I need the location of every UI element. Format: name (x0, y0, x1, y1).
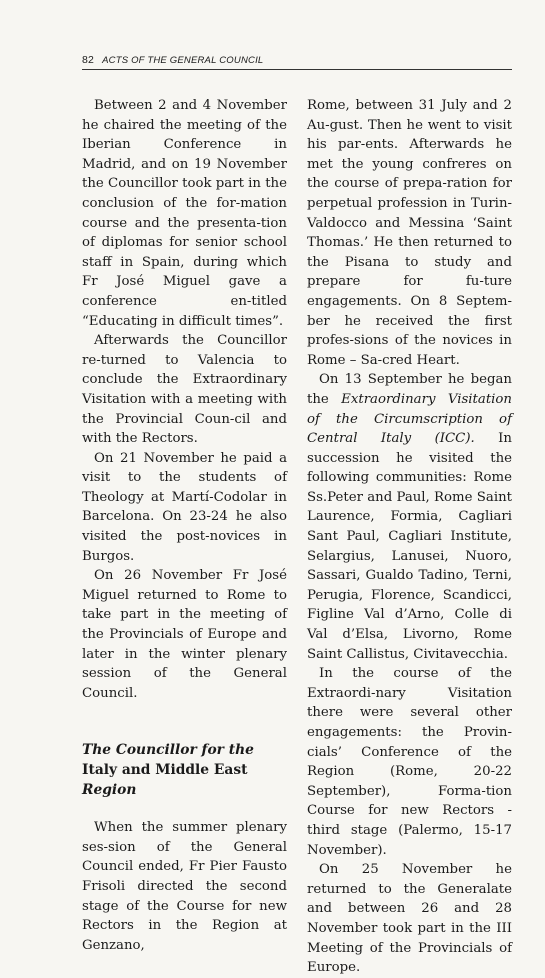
paragraph: On 26 November Fr José Miguel returned to Rome to take part in the meeting of the Provincials of Europe and later in the winter plenary session of the General Council. (82, 568, 287, 701)
paragraph: When the summer plenary ses-sion of the General Council ended, Fr Pier Fausto Frisoli directed the second stage of the Course for new Rectors in the Region at Genzano, (82, 820, 287, 953)
paragraph: Between 2 and 4 November he chaired the meeting of the Iberian Conference in Madrid, and on 19 November the Councillor took part in the conclusion of the for-mation course and the presenta-tion of diplomas for senior school staff in Spain, during which Fr José Miguel gave a conference en-titled “Educating in difficult times”. (82, 98, 287, 329)
paragraph: Rome, between 31 July and 2 Au-gust. Then he went to visit his par-ents. Afterwards he met the young confreres on the course of prepa-ration for perpetual profession in Turin-Valdocco and Messina ‘Saint Thomas.’ He then returned to the Pisana to study and prepare for fu-ture engagements. On 8 Septem-ber he received the first profes-sions of the novices in Rome – Sa-cred Heart. (307, 98, 512, 368)
paragraph-italic: Extraordinary Visitation of the Circumscription of Central Italy (ICC). (307, 391, 512, 447)
section-heading-line2-italic: Region (82, 781, 137, 798)
paragraph (307, 370, 512, 664)
running-title: ACTS OF THE GENERAL COUNCIL (102, 55, 264, 66)
page-number: 82 (82, 54, 95, 66)
paragraph: On 25 November he returned to the Generalate and between 26 and 28 November took part in the III Meeting of the Provincials of Europe. (307, 862, 512, 976)
right-column (307, 96, 512, 978)
section-heading-line2 (82, 761, 287, 800)
section-heading-line2-text: Italy and Middle East (82, 762, 248, 778)
left-column (82, 96, 287, 955)
running-header (82, 54, 512, 70)
paragraph-text: In succession he visited the following communities: Rome Ss.Peter and Paul, Rome Saint Laurence, Formia, Cagliari Sant Paul, Cagliari Institute, Selargius, Lanusei, Nuoro, Sassari, Gualdo Tadino, Terni, Perugia, Florence, Scandicci, Figline Val d’Arno, Colle di Val d’Elsa, Livorno, Rome Saint Callistus, Civitavecchia. (307, 431, 512, 662)
paragraph: In the course of the Extraordi-nary Visitation there were several other engagements: the Provin-cials’ Conference of the Region (Rome, 20-22 September), Forma-tion Course for new Rectors - third stage (Palermo, 15-17 November). (307, 666, 512, 858)
paragraph: On 21 November he paid a visit to the students of Theology at Martí-Codolar in Barcelona. On 23-24 he also visited the post-novices in Burgos. (82, 450, 287, 564)
section-heading-line1: The Councillor for the (82, 742, 254, 759)
section-heading (82, 741, 287, 800)
paragraph: Afterwards the Councillor re-turned to Valencia to conclude the Extraordinary Visitation with a meeting with the Provincial Coun-cil and with the Rectors. (82, 333, 287, 447)
paragraph-text: On 13 September he began the (307, 372, 512, 407)
